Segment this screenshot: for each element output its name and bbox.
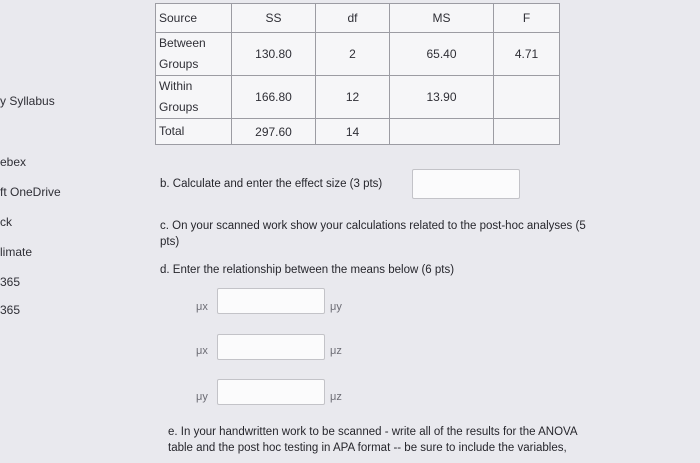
relation-input-xz[interactable] — [217, 334, 325, 360]
table-row — [156, 76, 560, 119]
row-f — [494, 119, 560, 145]
row-f — [494, 76, 560, 119]
sidebar-item-365-b[interactable]: 365 — [0, 303, 21, 317]
anova-table — [155, 3, 560, 145]
relation-input-xy[interactable] — [217, 288, 325, 314]
mean-label-left: μx — [196, 301, 208, 313]
mean-label-left: μx — [196, 345, 208, 357]
question-b-text: b. Calculate and enter the effect size (3 pts) — [160, 178, 383, 190]
mean-label-right: μz — [330, 391, 342, 403]
row-df: 12 — [316, 76, 390, 119]
row-ms: 13.90 — [390, 76, 494, 119]
header-df: df — [316, 4, 390, 33]
mean-label-right: μy — [330, 301, 342, 313]
sidebar-item-onedrive[interactable]: ft OneDrive — [0, 185, 61, 199]
row-ms — [390, 119, 494, 145]
row-df: 2 — [316, 33, 390, 76]
row-ss: 297.60 — [232, 119, 316, 145]
sidebar-item-syllabus[interactable]: y Syllabus — [0, 94, 55, 108]
sidebar-item-ck[interactable]: ck — [0, 215, 12, 229]
question-content — [150, 0, 700, 463]
sidebar-item-365-a[interactable]: 365 — [0, 275, 21, 289]
sidebar — [0, 0, 150, 463]
header-source: Source — [156, 4, 232, 33]
mean-label-right: μz — [330, 345, 342, 357]
mean-label-left: μy — [196, 391, 208, 403]
question-e-text-line1: e. In your handwritten work to be scanned - write all of the results for the ANOVA — [168, 426, 578, 438]
row-ss: 130.80 — [232, 33, 316, 76]
table-header-row — [156, 4, 560, 33]
effect-size-input[interactable] — [412, 169, 520, 199]
question-e-text-line2: table and the post hoc testing in APA format -- be sure to include the variables, — [168, 442, 567, 454]
sidebar-item-webex[interactable]: ebex — [0, 155, 27, 169]
row-ms: 65.40 — [390, 33, 494, 76]
row-source: Within Groups — [156, 76, 232, 119]
table-row — [156, 119, 560, 145]
question-c-text-line1: c. On your scanned work show your calculations related to the post-hoc analyses (5 — [160, 220, 586, 232]
relation-input-yz[interactable] — [217, 379, 325, 405]
question-d-text: d. Enter the relationship between the means below (6 pts) — [160, 264, 455, 276]
header-ss: SS — [232, 4, 316, 33]
row-f: 4.71 — [494, 33, 560, 76]
row-ss: 166.80 — [232, 76, 316, 119]
row-source: Between Groups — [156, 33, 232, 76]
table-row — [156, 33, 560, 76]
sidebar-item-climate[interactable]: limate — [0, 245, 33, 259]
question-c-text-line2: pts) — [160, 236, 180, 248]
row-df: 14 — [316, 119, 390, 145]
header-ms: MS — [390, 4, 494, 33]
header-f: F — [494, 4, 560, 33]
row-source: Total — [156, 119, 232, 145]
